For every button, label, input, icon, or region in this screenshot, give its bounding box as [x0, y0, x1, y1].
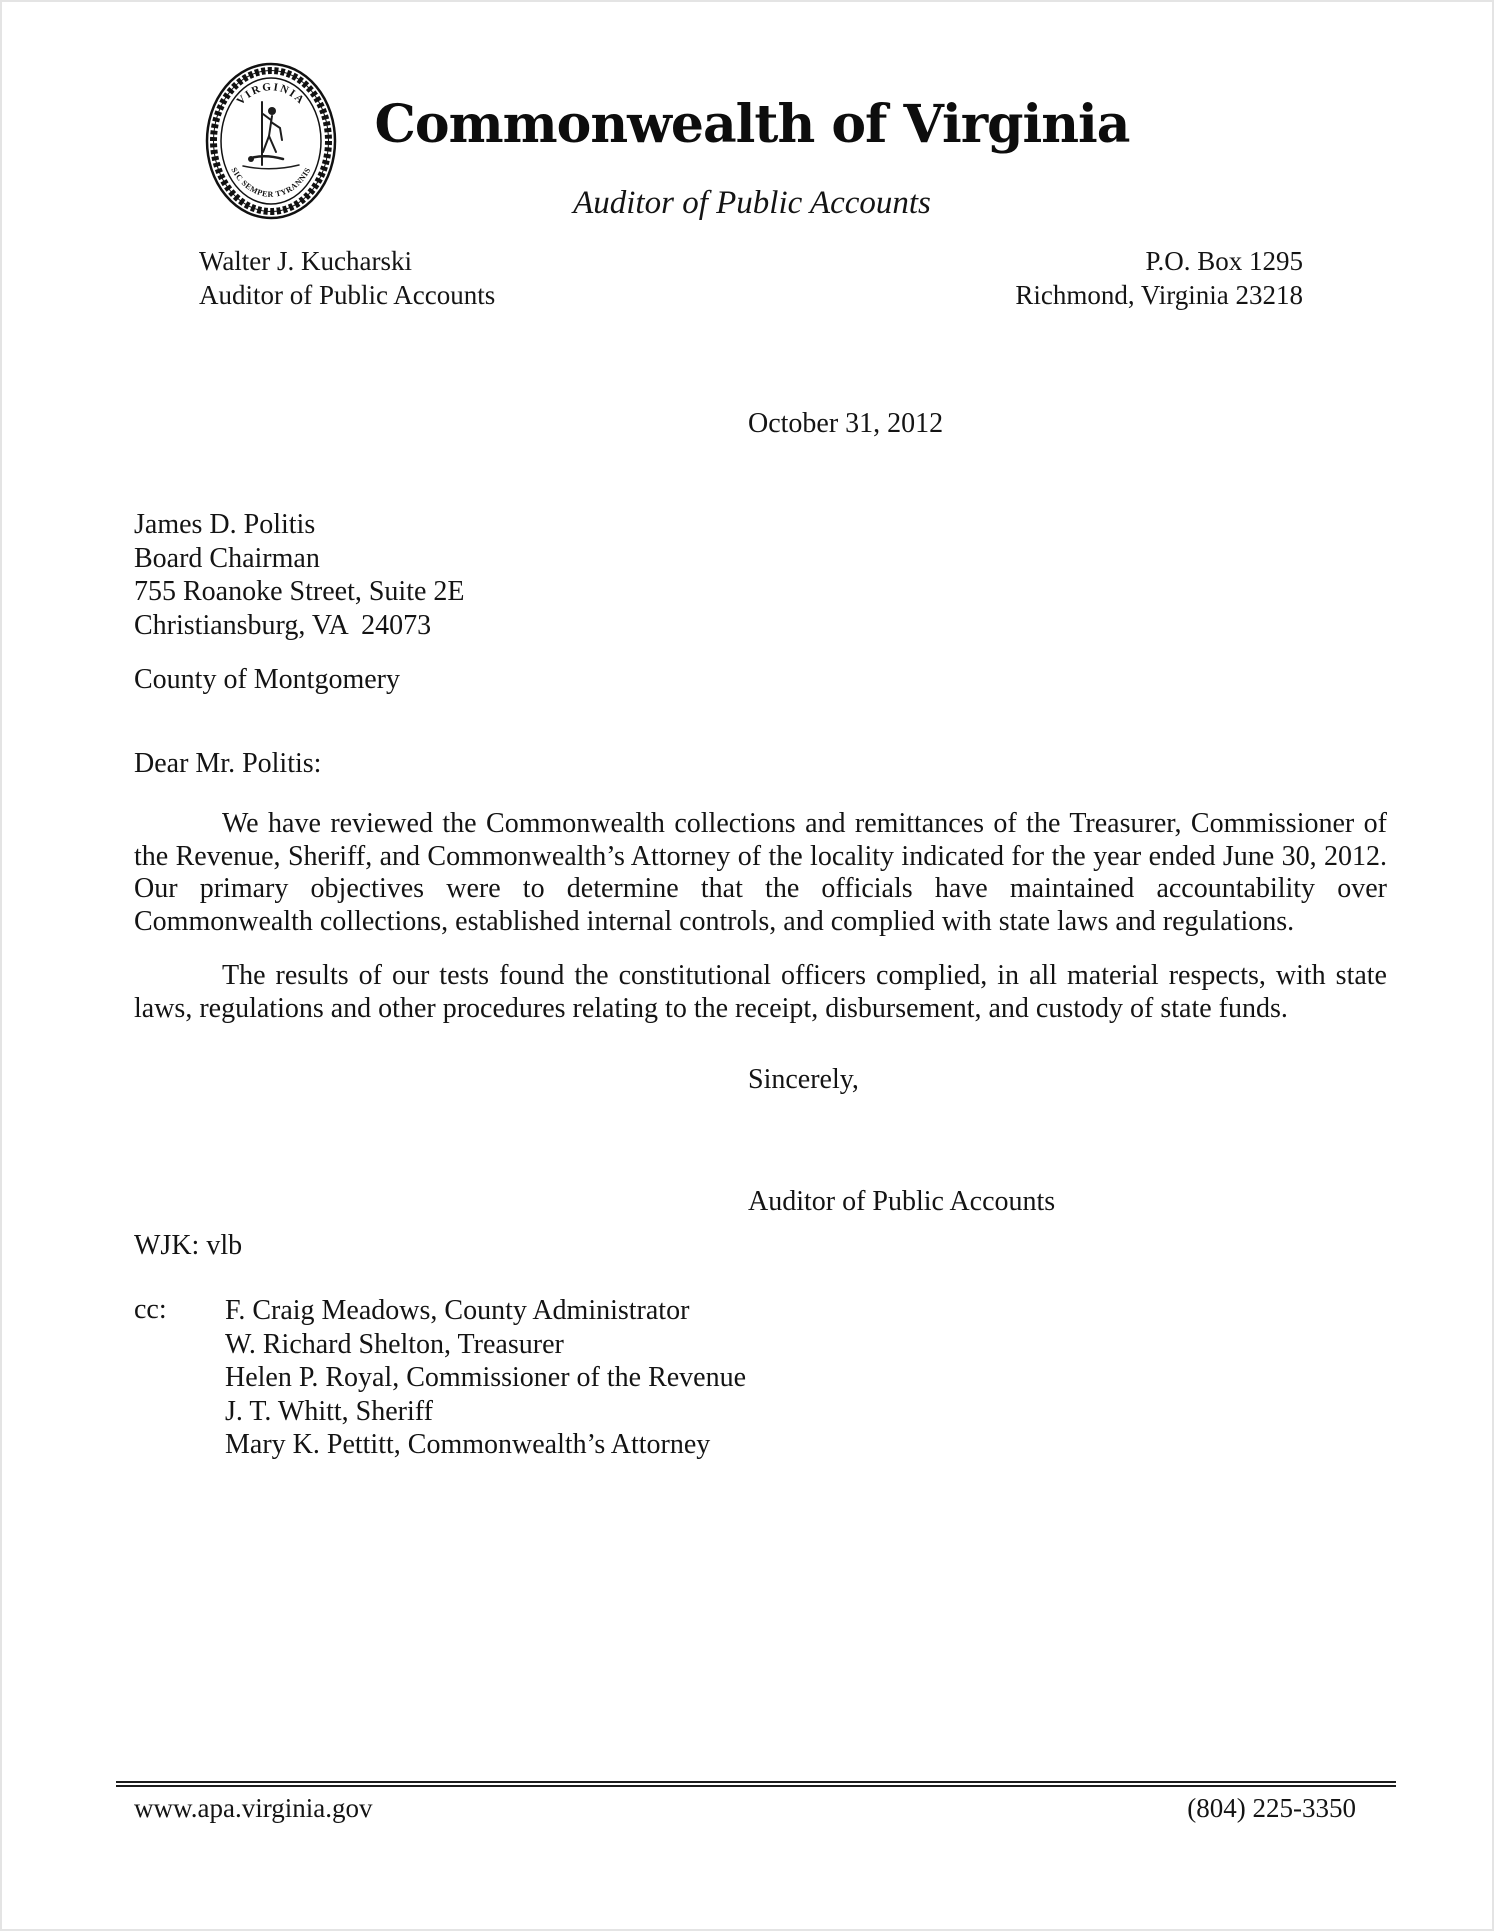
official-title: Auditor of Public Accounts [199, 279, 496, 310]
salutation: Dear Mr. Politis: [134, 748, 322, 779]
recipient-title: Board Chairman [134, 542, 320, 574]
cc-label: cc: [134, 1294, 167, 1325]
recipient-block [134, 508, 465, 642]
address-line-1: P.O. Box 1295 [1145, 246, 1303, 276]
body-paragraph-2: The results of our tests found the constitutional officers complied, in all material respects, with state laws, regulations and other procedures relating to the receipt, disbursement, and custody of state funds. [134, 960, 1387, 1024]
cc-block [134, 1294, 746, 1462]
cc-item: W. Richard Shelton, Treasurer [225, 1328, 564, 1360]
seal-top-text: VIRGINIA [234, 80, 308, 108]
page-title: Commonwealth of Virginia [374, 94, 1130, 155]
reference-initials: WJK: vlb [134, 1230, 243, 1261]
footer-phone: (804) 225-3350 [1187, 1793, 1356, 1823]
closing: Sincerely, [748, 1064, 859, 1095]
recipient-name: James D. Politis [134, 509, 316, 540]
address-line-2: Richmond, Virginia 23218 [1015, 279, 1303, 310]
recipient-street: 755 Roanoke Street, Suite 2E [134, 576, 465, 607]
official-block [199, 245, 495, 312]
signature-title: Auditor of Public Accounts [748, 1186, 1056, 1217]
seal-bottom-text: SIC SEMPER TYRANNIS [229, 165, 313, 199]
locality-line: County of Montgomery [134, 664, 400, 695]
page-subtitle: Auditor of Public Accounts [573, 185, 931, 221]
cc-item: F. Craig Meadows, County Administrator [225, 1295, 690, 1326]
cc-item: Mary K. Pettitt, Commonwealth’s Attorney [225, 1429, 711, 1460]
cc-item: J. T. Whitt, Sheriff [225, 1395, 433, 1427]
footer-divider [116, 1781, 1396, 1787]
footer-website: www.apa.virginia.gov [134, 1793, 373, 1823]
cc-list [225, 1294, 746, 1462]
official-name: Walter J. Kucharski [199, 246, 413, 276]
office-address-block [1015, 245, 1303, 312]
letter-date: October 31, 2012 [748, 408, 944, 439]
body-paragraph-1: We have reviewed the Commonwealth collections and remittances of the Treasurer, Commissioner of the Revenue, Sheriff, and Commonwealth’s Attorney of the locality indicated for the year ended June 30, 2012. Our primary objectives were to determine that the officials have maintained accountability over Commonwealth collections, established internal controls, and complied with state laws and regulations. [134, 808, 1387, 937]
recipient-city: Christiansburg, VA 24073 [134, 609, 432, 641]
cc-item: Helen P. Royal, Commissioner of the Revenue [225, 1362, 747, 1393]
